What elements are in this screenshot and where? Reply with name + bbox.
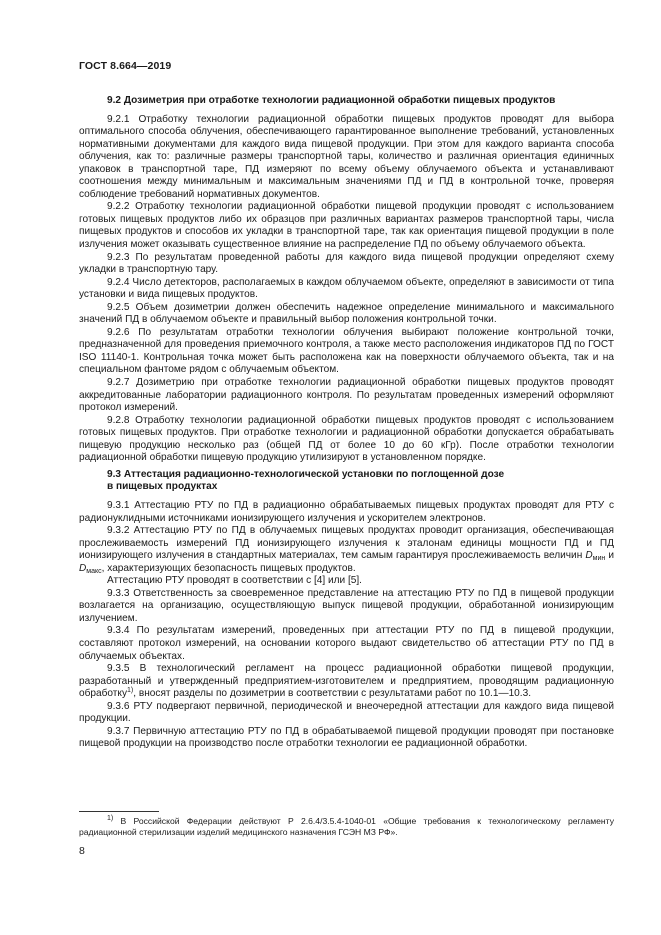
- footnote-reference: 1): [127, 687, 134, 695]
- paragraph-9-2-5: 9.2.5 Объем дозиметрии должен обеспечить надежное определение минимального и максимального значений ПД в облучаемом объекте и правильный выбор положения контрольной точки.: [79, 301, 614, 326]
- paragraph-9-3-6: 9.3.6 РТУ подвергают первичной, периодической и внеочередной аттестации для каждого вида пищевой продукции.: [79, 700, 614, 725]
- paragraph-9-3-5-text: 9.3.5 В технологический регламент на процесс радиационной обработки пищевой продукции, разработанный и утвержденный предприятием-изготовителем и предприятием, проводящим радиационную обработку: [79, 663, 614, 700]
- paragraph-9-3-2-note: Аттестацию РТУ проводят в соответствии с [4] или [5].: [107, 575, 362, 587]
- paragraph-9-3-1: 9.3.1 Аттестацию РТУ по ПД в радиационно обрабатываемых пищевых продуктах проводят для РТУ с радионуклидными источниками ионизирующего излучения и ускорителем электронов.: [79, 499, 614, 524]
- paragraph-9-3-2-tail: , характеризующих безопасность пищевых продуктов.: [101, 562, 356, 574]
- footnote-marker: 1): [107, 815, 114, 822]
- footnote: [79, 816, 614, 838]
- paragraph-9-3-5-tail: , вносят разделы по дозиметрии в соответствии с результатами работ по 10.1—10.3.: [133, 688, 532, 700]
- conjunction-and: и: [605, 550, 614, 562]
- dose-max-symbol: D: [79, 562, 87, 574]
- paragraph-9-2-6: 9.2.6 По результатам отработки технологии облучения выбирают положение контрольной точки, предназначенной для проведения приемочного контроля, а также место расположения индикаторов ПД по ГОСТ ISO 11140-1. Контрольная точка может быть расположена как на поверхности облучаемого объекта, так и на специальном фантоме рядом с облучаемым объектом.: [79, 326, 614, 376]
- dose-max-subscript: макс: [86, 567, 102, 575]
- page-number: 8: [79, 845, 85, 857]
- paragraph-9-2-2: 9.2.2 Отработку технологии радиационной обработки пищевой продукции проводят с использованием готовых пищевых продуктов либо их образцов при различных вариантах размеров транспортной тары, числа пищевых продуктов и способов их укладки в транспортной таре, так как ориентация пищевой продукции в поле излучения может оказывать существенное влияние на распределение ПД по объему облучаемого объекта.: [79, 201, 614, 251]
- section-heading-9-3: [79, 469, 614, 494]
- footnote-text: В Российской Федерации действуют Р 2.6.4/3.5.4-1040-01 «Общие требования к технологическому регламенту радиационной стерилизации изделий медицинского назначения ГСЭН МЗ РФ».: [79, 816, 614, 837]
- paragraph-9-3-4: 9.3.4 По результатам измерений, проведенных при аттестации РТУ по ПД в пищевой продукции, составляют протокол измерений, на основании которого выдают свидетельство об аттестации РТУ по ПД в облучаемых объектах.: [79, 625, 614, 662]
- dose-min-symbol: D: [585, 550, 593, 562]
- paragraph-9-2-8: 9.2.8 Отработку технологии радиационной обработки пищевых продуктов проводят с использованием готовых пищевых продуктов. При отработке технологии и радиационной обработки допускается обрабатывать пищевую продукцию несколько раз (общей ПД от более 10 до 60 кГр). После отработки технологии радиационной обработки пищевую продукцию утилизируют в установленном порядке.: [79, 414, 614, 464]
- paragraph-9-2-1: 9.2.1 Отработку технологии радиационной обработки пищевых продуктов проводят для выбора оптимального способа облучения, обеспечивающего гарантированное выполнение требований, установленных нормативными документами для каждого вида пищевой продукции. При этом для каждого варианта способа облучения, как то: различные размеры транспортной тары, количество и различная ориентация единичных упаковок в транспортной таре, ПД измеряют по всему объему облучаемого объекта и устанавливают соотношения между минимальным и максимальным значениями ПД и ПД в контрольной точке, проверяя соблюдение требований нормативных документов.: [79, 113, 614, 200]
- page-content: [79, 95, 614, 751]
- paragraph-9-3-2-text: 9.3.2 Аттестацию РТУ по ПД в облучаемых пищевых продуктах проводит организация, обеспечивающая прослеживаемость измерений ПД ионизирующего излучения к эталонам единицы мощности ПД и ПД ионизирующего излучения в стандартных материалах, тем самым гарантируя прослеживаемость величин: [79, 525, 614, 562]
- section-heading-9-3-line2: в пищевых продуктах: [107, 481, 218, 493]
- dose-min-subscript: мин: [592, 555, 606, 563]
- paragraph-9-2-7: 9.2.7 Дозиметрию при отработке технологии радиационной обработки пищевых продуктов проводят аккредитованные лаборатории радиационного контроля. По результатам проведенных измерений оформляют протокол измерений.: [79, 377, 614, 414]
- paragraph-9-2-4: 9.2.4 Число детекторов, располагаемых в каждом облучаемом объекте, определяют в зависимости от типа установки и вида пищевых продуктов.: [79, 276, 614, 301]
- paragraph-9-3-2: [79, 525, 614, 575]
- paragraph-9-3-5: [79, 663, 614, 701]
- paragraph-9-3-7: 9.3.7 Первичную аттестацию РТУ по ПД в обрабатываемой пищевой продукции проводят при постановке пищевой продукции на производство после отработки технологии ее радиационной обработки.: [79, 725, 614, 750]
- section-heading-9-3-line1: 9.3 Аттестация радиационно-технологической установки по поглощенной дозе: [107, 468, 505, 480]
- footnote-divider: [79, 811, 159, 812]
- paragraph-9-3-3: 9.3.3 Ответственность за своевременное представление на аттестацию РТУ по ПД в пищевой продукции возлагается на организацию, осуществляющую выпуск пищевой продукции, обработанной ионизирующим излучением.: [79, 587, 614, 624]
- paragraph-9-2-3: 9.2.3 По результатам проведенной работы для каждого вида пищевой продукции определяют схему укладки в транспортную тару.: [79, 251, 614, 276]
- document-code: ГОСТ 8.664—2019: [79, 60, 172, 72]
- section-heading-9-2: 9.2 Дозиметрия при отработке технологии радиационной обработки пищевых продуктов: [107, 95, 556, 106]
